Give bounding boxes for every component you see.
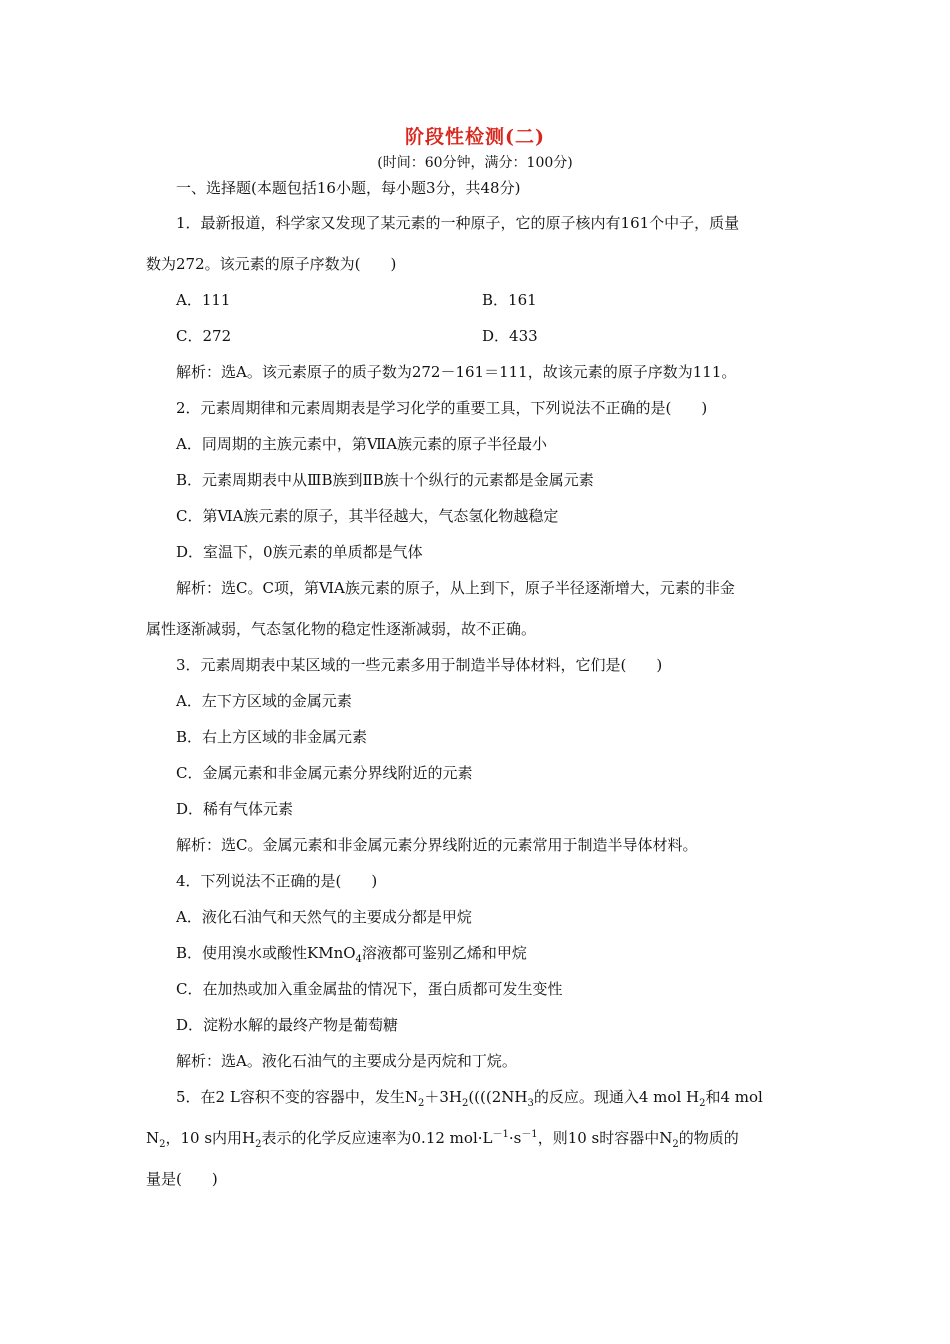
q3-option-a: A．左下方区域的金属元素: [176, 692, 352, 710]
page-subtitle: (时间：60分钟，满分：100分): [377, 155, 573, 171]
q2-option-d: D．室温下，0族元素的单质都是气体: [176, 543, 423, 561]
q4-analysis: 解析：选A。液化石油气的主要成分是丙烷和丁烷。: [176, 1052, 517, 1070]
q5-stem-line1: 5．在2 L容积不变的容器中，发生$N_2+3H_2((((2NH_3$的反应。现通入4 mol $H_2$和4 mol: [176, 1088, 763, 1109]
q3-stem: 3．元素周期表中某区域的一些元素多用于制造半导体材料，它们是( ): [176, 656, 663, 674]
q3-option-b: B．右上方区域的非金属元素: [176, 728, 368, 746]
q4-option-d: D．淀粉水解的最终产物是葡萄糖: [176, 1016, 399, 1034]
q3-option-d: D．稀有气体元素: [176, 800, 294, 818]
q1-stem-line1: 1．最新报道，科学家又发现了某元素的一种原子，它的原子核内有161个中子，质量: [176, 214, 740, 232]
q3-option-c: C．金属元素和非金属元素分界线附近的元素: [176, 764, 473, 782]
q5-stem-line2: $N_2$，10 s内用$H_2$表示的化学反应速率为0.12 $mol\cdot L^{-1}\cdot s^{-1}$，则10 s时容器中$N_2$的物质的: [146, 1129, 739, 1150]
q2-option-a: A．同周期的主族元素中，第ⅦA族元素的原子半径最小: [176, 435, 548, 453]
q4-option-a: A．液化石油气和天然气的主要成分都是甲烷: [176, 908, 472, 926]
q4-option-c: C．在加热或加入重金属盐的情况下，蛋白质都可发生变性: [176, 980, 563, 998]
q2-stem: 2．元素周期律和元素周期表是学习化学的重要工具，下列说法不正确的是( ): [176, 399, 708, 417]
q1-option-a: A．111: [176, 291, 231, 309]
q4-stem: 4．下列说法不正确的是( ): [176, 872, 378, 890]
q1-stem-line2: 数为272。该元素的原子序数为( ): [146, 255, 397, 273]
q5-stem-line3: 量是( ): [146, 1170, 218, 1188]
q4-option-b: B．使用溴水或酸性KMnO$_4$溶液都可鉴别乙烯和甲烷: [176, 944, 527, 965]
section-heading: 一、选择题(本题包括16小题，每小题3分，共48分): [176, 179, 521, 197]
q1-option-c: C．272: [176, 327, 232, 345]
q2-analysis-line2: 属性逐渐减弱，气态氢化物的稳定性逐渐减弱，故不正确。: [146, 620, 537, 638]
q2-option-c: C．第ⅥA族元素的原子，其半径越大，气态氢化物越稳定: [176, 507, 559, 525]
q1-option-b: B．161: [482, 291, 537, 309]
q1-option-d: D．433: [482, 327, 538, 345]
page-title: 阶段性检测(二): [405, 126, 545, 148]
q1-analysis: 解析：选A。该元素原子的质子数为272－161＝111，故该元素的原子序数为111。: [176, 363, 737, 381]
q3-analysis: 解析：选C。金属元素和非金属元素分界线附近的元素常用于制造半导体材料。: [176, 836, 698, 854]
q2-option-b: B．元素周期表中从ⅢB族到ⅡB族十个纵行的元素都是金属元素: [176, 471, 594, 489]
q2-analysis-line1: 解析：选C。C项，第ⅥA族元素的原子，从上到下，原子半径逐渐增大，元素的非金: [176, 579, 735, 597]
